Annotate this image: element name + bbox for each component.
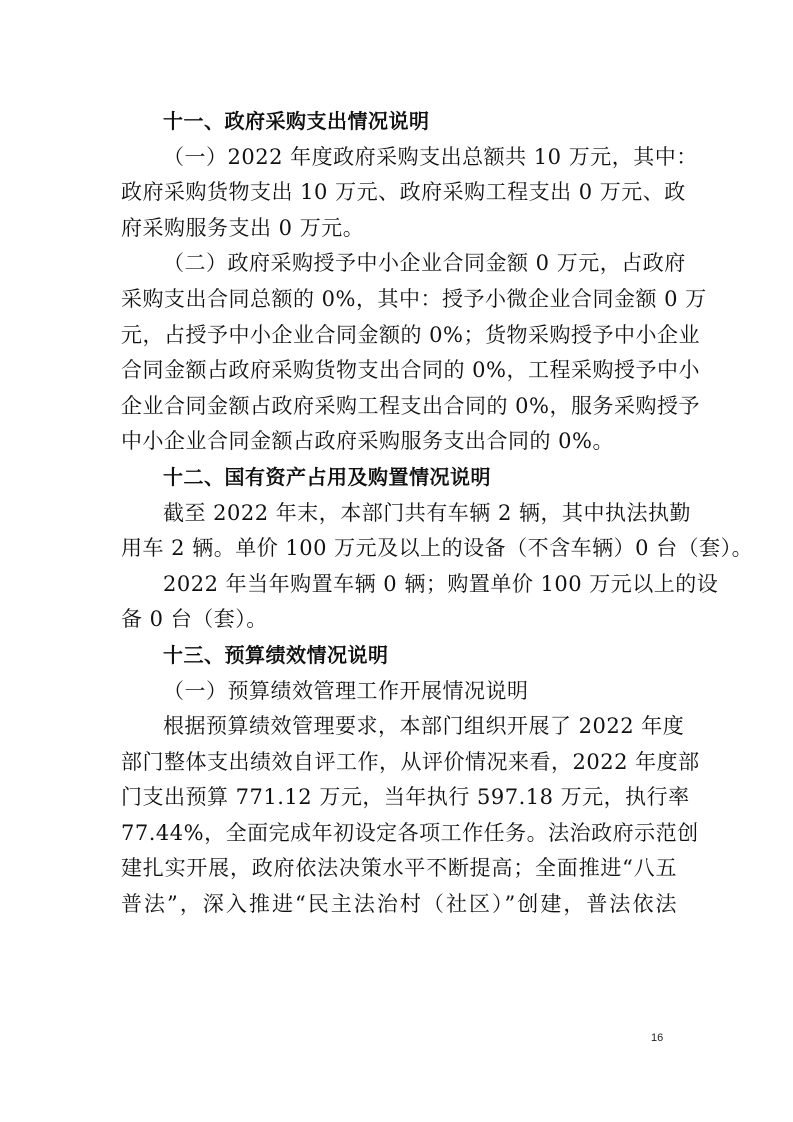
paragraph-line: 备 0 台（套）。 xyxy=(121,607,268,632)
paragraph-line: （二）政府采购授予中小企业合同金额 0 万元，占政府 xyxy=(163,251,686,276)
page-number: 16 xyxy=(651,1032,664,1044)
paragraph-line: 根据预算绩效管理要求，本部门组织开展了 2022 年度 xyxy=(163,714,685,739)
paragraph-line: 用车 2 辆。单价 100 万元及以上的设备（不含车辆）0 台（套）。 xyxy=(121,536,754,561)
paragraph-line: 门支出预算 771.12 万元，当年执行 597.18 万元，执行率 xyxy=(121,785,690,810)
paragraph-line: 中小企业合同金额占政府采购服务支出合同的 0%。 xyxy=(121,429,614,454)
section-heading-government-procurement: 十一、政府采购支出情况说明 xyxy=(163,109,430,133)
paragraph-line: 政府采购货物支出 10 万元、政府采购工程支出 0 万元、政 xyxy=(121,180,686,205)
paragraph-line: 元，占授予中小企业合同金额的 0%；货物采购授予中小企业 xyxy=(121,322,700,347)
paragraph-line: 采购支出合同总额的 0%，其中：授予小微企业合同金额 0 万 xyxy=(121,286,707,311)
paragraph-line: （一）2022 年度政府采购支出总额共 10 万元，其中： xyxy=(163,144,698,169)
paragraph-line: 建扎实开展，政府依法决策水平不断提高；全面推进“八五 xyxy=(121,856,677,881)
paragraph-line: 部门整体支出绩效自评工作，从评价情况来看，2022 年度部 xyxy=(121,749,700,774)
document-page xyxy=(121,104,754,923)
paragraph-line: 2022 年当年购置车辆 0 辆；购置单价 100 万元以上的设 xyxy=(163,571,719,596)
paragraph-line: 合同金额占政府采购货物支出合同的 0%，工程采购授予中小 xyxy=(121,358,700,383)
subsection-heading: （一）预算绩效管理工作开展情况说明 xyxy=(163,678,529,703)
paragraph-line: 普法”，深入推进“民主法治村（社区）”创建，普法依法 xyxy=(121,892,677,917)
section-heading-budget-performance: 十三、预算绩效情况说明 xyxy=(163,642,389,667)
paragraph-line: 截至 2022 年末，本部门共有车辆 2 辆，其中执法执勤 xyxy=(163,500,692,525)
paragraph-line: 企业合同金额占政府采购工程支出合同的 0%，服务采购授予 xyxy=(121,393,700,418)
paragraph-line: 府采购服务支出 0 万元。 xyxy=(121,215,365,240)
section-heading-state-assets: 十二、国有资产占用及购置情况说明 xyxy=(163,464,491,489)
paragraph-line: 77.44%，全面完成年初设定各项工作任务。法治政府示范创 xyxy=(121,820,699,845)
